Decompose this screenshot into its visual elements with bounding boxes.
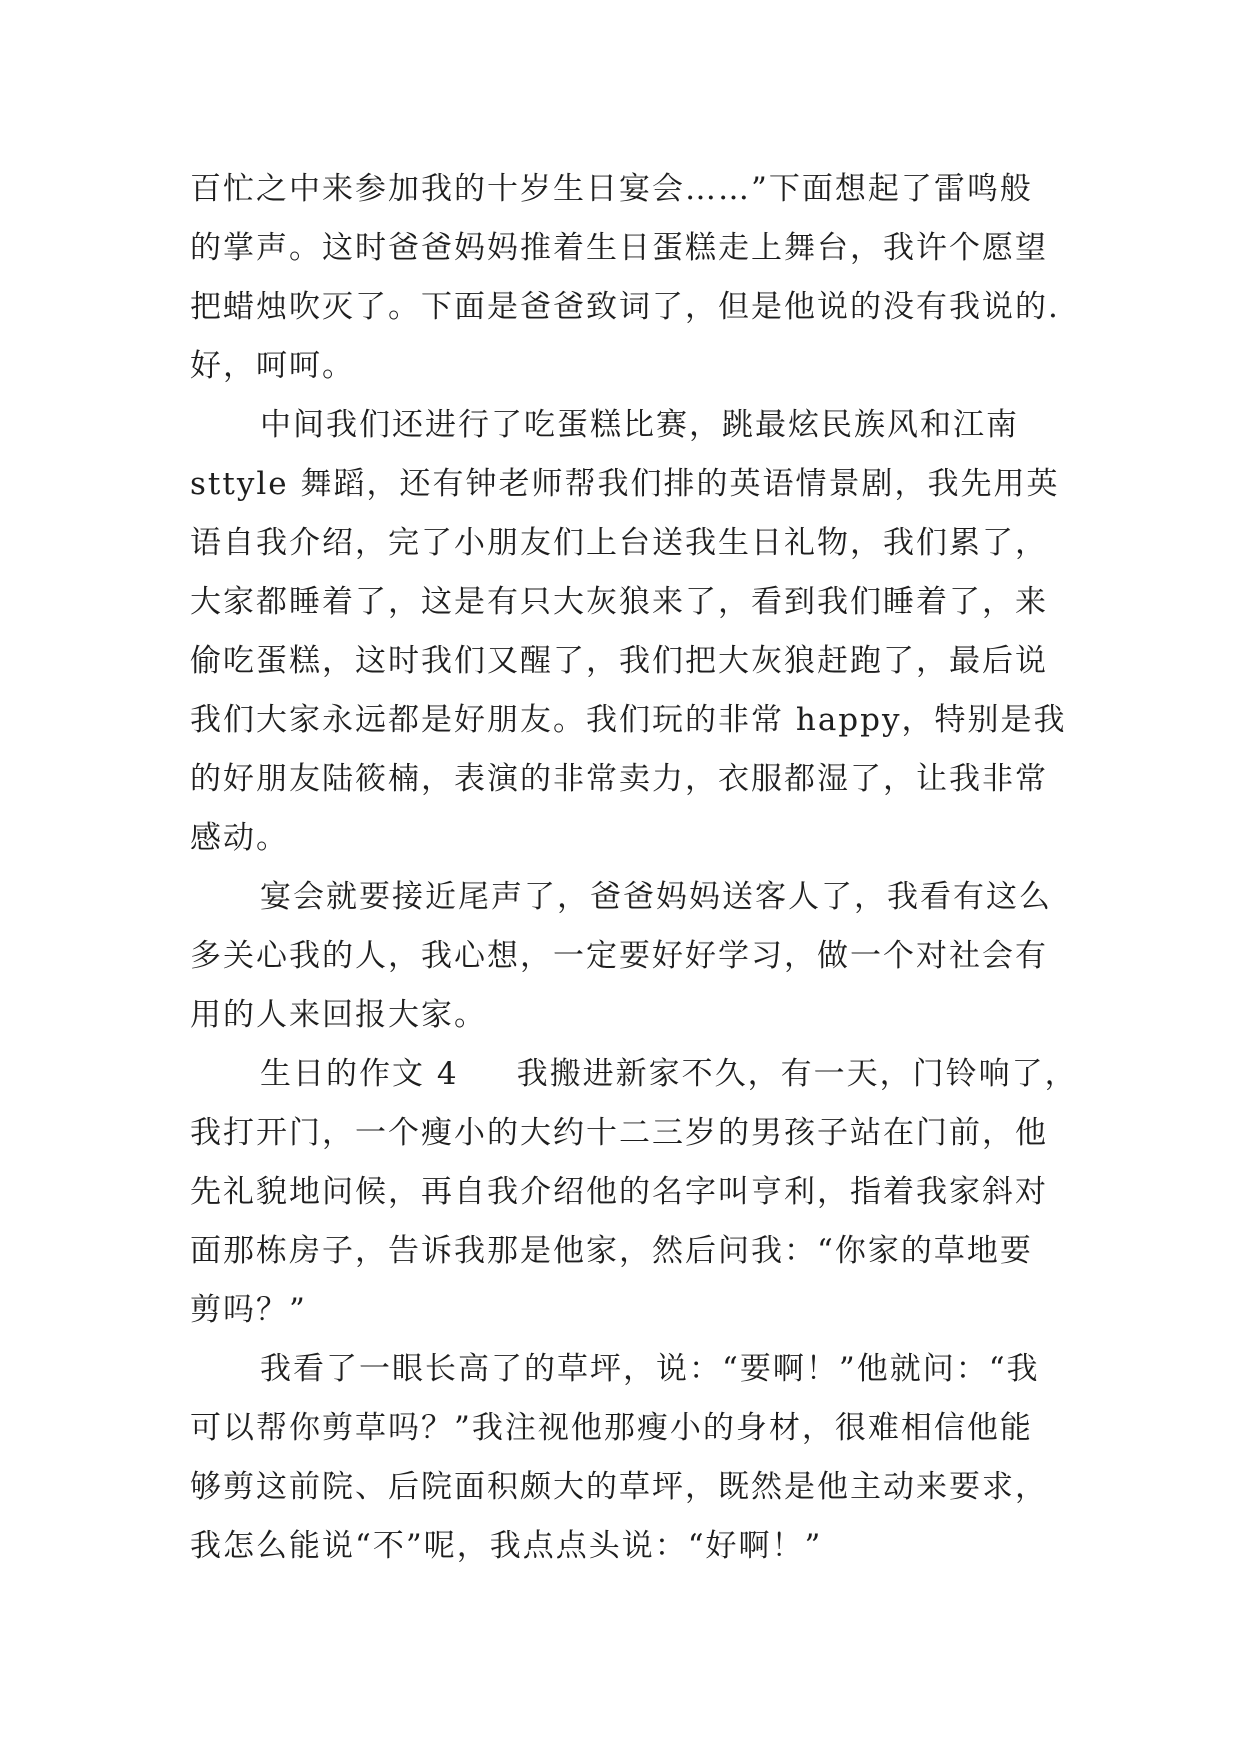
section-heading: 生日的作文 4 [260, 1056, 459, 1092]
text-line: 剪吗？” [190, 1292, 307, 1328]
text-line: 我们大家永远都是好朋友。我们玩的非常 happy，特别是我 [190, 702, 1067, 738]
text-line: 可以帮你剪草吗？”我注视他那瘦小的身材，很难相信他能 [190, 1410, 1033, 1446]
text-line: 偷吃蛋糕，这时我们又醒了，我们把大灰狼赶跑了，最后说 [190, 643, 1048, 679]
text-line: 的好朋友陆筱楠，表演的非常卖力，衣服都湿了，让我非常 [190, 761, 1048, 797]
paragraph-start-line: 宴会就要接近尾声了，爸爸妈妈送客人了，我看有这么 [260, 879, 1052, 915]
text-line: 语自我介绍，完了小朋友们上台送我生日礼物，我们累了， [190, 525, 1048, 561]
text-line: 百忙之中来参加我的十岁生日宴会……”下面想起了雷鸣般 [190, 171, 1033, 207]
section-heading-line [190, 1045, 1078, 1104]
document-body [190, 160, 1078, 1576]
text-fragment: 我搬进新家不久，有一天，门铃响了， [516, 1056, 1078, 1092]
text-line: 的掌声。这时爸爸妈妈推着生日蛋糕走上舞台，我许个愿望 [190, 230, 1048, 266]
text-line: 先礼貌地问候，再自我介绍他的名字叫亨利，指着我家斜对 [190, 1174, 1048, 1210]
text-line: 够剪这前院、后院面积颇大的草坪，既然是他主动来要求， [190, 1469, 1048, 1505]
text-line: 好，呵呵。 [190, 348, 355, 384]
text-line: 用的人来回报大家。 [190, 997, 487, 1033]
text-line: sttyle 舞蹈，还有钟老师帮我们排的英语情景剧，我先用英 [190, 466, 1060, 502]
paragraph-start-line: 我看了一眼长高了的草坪，说：“要啊！”他就问：“我 [260, 1351, 1040, 1387]
paragraph-start-line: 中间我们还进行了吃蛋糕比赛，跳最炫民族风和江南 [260, 407, 1019, 443]
text-line: 我打开门，一个瘦小的大约十二三岁的男孩子站在门前，他 [190, 1115, 1048, 1151]
text-line: 面那栋房子，告诉我那是他家，然后问我：“你家的草地要 [190, 1233, 1033, 1269]
text-line: 感动。 [190, 820, 289, 856]
text-line: 我怎么能说“不”呢，我点点头说：“好啊！” [190, 1528, 823, 1564]
text-line: 多关心我的人，我心想，一定要好好学习，做一个对社会有 [190, 938, 1048, 974]
text-line: 大家都睡着了，这是有只大灰狼来了，看到我们睡着了，来 [190, 584, 1048, 620]
text-line: 把蜡烛吹灭了。下面是爸爸致词了，但是他说的没有我说的. [190, 289, 1060, 325]
